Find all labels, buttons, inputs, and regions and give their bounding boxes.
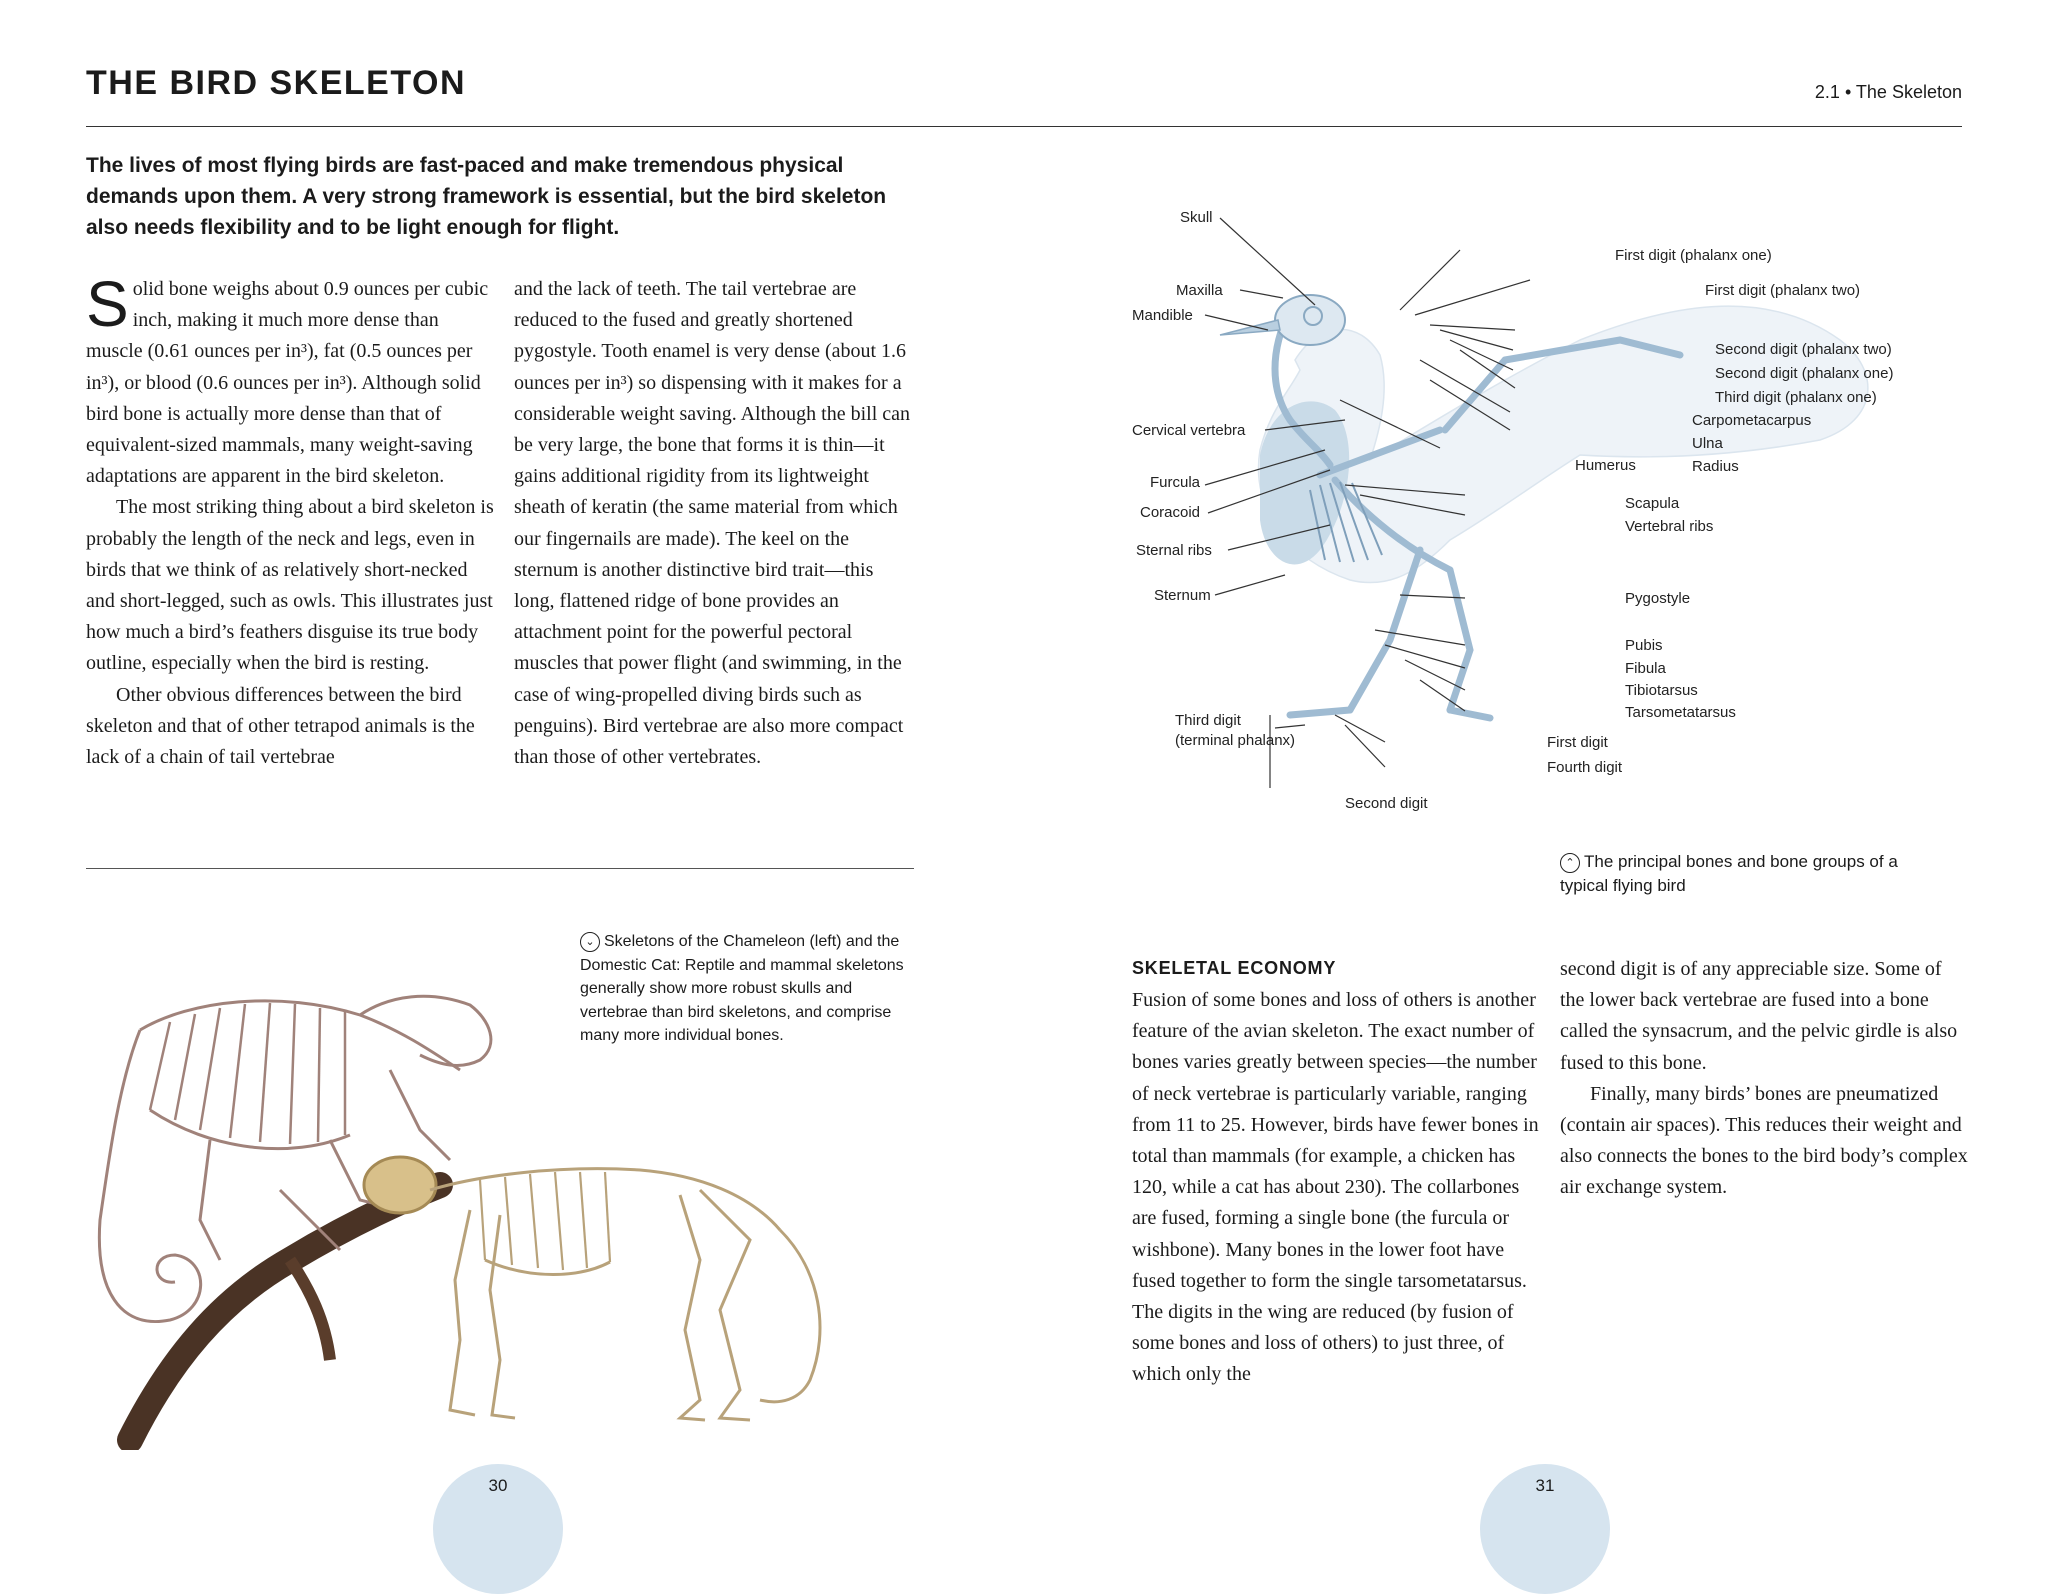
page-number-left: 30 xyxy=(488,1476,508,1495)
chevron-up-icon: ⌃ xyxy=(1560,853,1580,873)
label-vertebral-ribs: Vertebral ribs xyxy=(1625,518,1714,535)
label-second-digit-phalanx-one: Second digit (phalanx one) xyxy=(1715,365,1894,382)
section-reference: 2.1 • The Skeleton xyxy=(1814,82,1962,102)
chevron-down-icon: ⌄ xyxy=(580,932,600,952)
body-paragraph: Other obvious differences between the bird skeleton and that of other tetrapod animals is the lack of a chain of tail vertebrae xyxy=(86,683,475,769)
label-first-digit-phalanx-one: First digit (phalanx one) xyxy=(1615,247,1772,264)
body-paragraph: Finally, many birds’ bones are pneumatized (contain air spaces). This reduces their weight and also connects the bones to the bird body’s complex air exchange system. xyxy=(1560,1082,1968,1199)
page-number-right: 31 xyxy=(1535,1476,1555,1495)
label-cervical-vertebra: Cervical vertebra xyxy=(1132,422,1246,439)
label-mandible: Mandible xyxy=(1132,307,1193,324)
label-third-digit: Third digit xyxy=(1175,712,1241,729)
animal-caption xyxy=(580,930,910,1048)
body-paragraph: second digit is of any appreciable size. Some of the lower back vertebrae are fused into a bone called the synsacrum, and the pelvic girdle is also fused to this bone. xyxy=(1560,958,1958,1074)
label-ulna: Ulna xyxy=(1692,435,1723,452)
bird-skeleton-diagram xyxy=(1120,190,2000,830)
label-pubis: Pubis xyxy=(1625,637,1663,654)
cat-skeleton xyxy=(364,1157,820,1420)
paragraph-text: olid bone weighs about 0.9 ounces per cubic inch, making it much more dense than muscle (0.61 ounces per in³), fat (0.5 ounces per in³), or blood (0.6 ounces per in³). Although solid bird bone is actually more dense than that of equivalent-sized mammals, many weight-saving adaptations are apparent in the bird skeleton. xyxy=(86,278,489,488)
label-humerus: Humerus xyxy=(1575,457,1636,474)
label-terminal-phalanx: (terminal phalanx) xyxy=(1175,732,1296,749)
lead-paragraph: The lives of most flying birds are fast-paced and make tremendous physical demands upon them. A very strong framework is essential, but the bird skeleton also needs flexibility and to be light enough for flight. xyxy=(86,154,887,239)
label-fourth-digit: Fourth digit xyxy=(1547,759,1623,776)
caption-text: Skeletons of the Chameleon (left) and the Domestic Cat: Reptile and mammal skeletons generally show more robust skulls and vertebrae than bird skeletons, and comprise many more individual bones. xyxy=(580,933,904,1044)
label-radius: Radius xyxy=(1692,458,1739,475)
body-column-4 xyxy=(1560,954,1970,1204)
body-column-1 xyxy=(86,268,496,773)
body-paragraph xyxy=(86,268,496,492)
section-heading: SKELETAL ECONOMY xyxy=(1132,958,1337,978)
label-carpometacarpus: Carpometacarpus xyxy=(1692,412,1812,429)
label-fibula: Fibula xyxy=(1625,660,1666,677)
diagram-labels xyxy=(1132,209,1893,812)
label-scapula: Scapula xyxy=(1625,495,1680,512)
label-tibiotarsus: Tibiotarsus xyxy=(1625,682,1698,699)
body-column-2 xyxy=(514,274,914,773)
label-first-digit-foot: First digit xyxy=(1547,734,1608,751)
label-second-digit: Second digit xyxy=(1345,795,1428,812)
body-paragraph: and the lack of teeth. The tail vertebrae are reduced to the fused and greatly shortened pygostyle. Tooth enamel is very dense (about 1.6 ounces per in³) so dispensing with it makes for a considerable weight saving. Although the bill can be very large, the bone that forms it is thin—it gains additional rigidity from its lightweight sheath of keratin (the same material from which our fingernails are made). The keel on the sternum is another distinctive bird trait—this long, flattened ridge of bone provides an attachment point for the powerful pectoral muscles that power flight (and swimming, in the case of wing-propelled diving birds such as penguins). Bird vertebrae are also more compact than those of other vertebrates. xyxy=(514,278,911,769)
bird-diagram-caption xyxy=(1560,850,1900,897)
body-paragraph: Fusion of some bones and loss of others is another feature of the avian skeleton. The exact number of bones varies greatly between species—the number of neck vertebrae is particularly variable, ranging from 11 to 25. However, birds have fewer bones in total than mammals (for example, a chicken has 120, while a cat has about 230). The collarbones are fused, forming a single bone (the furcula or wishbone). Many bones in the lower foot have fused together to form the single tarsometatarsus. The digits in the wing are reduced (by fusion of some bones and loss of others) to just three, of which only the xyxy=(1132,989,1539,1386)
label-second-digit-phalanx-two: Second digit (phalanx two) xyxy=(1715,341,1892,358)
label-coracoid: Coracoid xyxy=(1140,504,1201,521)
label-tarsometatarsus: Tarsometatarsus xyxy=(1625,704,1736,721)
label-maxilla: Maxilla xyxy=(1176,282,1223,299)
section-divider xyxy=(86,868,914,869)
page-title: THE BIRD SKELETON xyxy=(86,64,467,102)
branch xyxy=(130,1185,440,1440)
label-furcula: Furcula xyxy=(1150,474,1201,491)
body-column-3 xyxy=(1132,985,1542,1391)
label-first-digit-phalanx-two: First digit (phalanx two) xyxy=(1705,282,1861,299)
label-sternum: Sternum xyxy=(1154,587,1211,604)
drop-cap: S xyxy=(86,268,129,340)
label-sternal-ribs: Sternal ribs xyxy=(1136,542,1212,559)
label-skull: Skull xyxy=(1180,209,1213,226)
header-divider xyxy=(86,126,1962,127)
caption-text: The principal bones and bone groups of a typical flying bird xyxy=(1560,852,1898,895)
label-third-digit-phalanx-one: Third digit (phalanx one) xyxy=(1715,389,1877,406)
label-pygostyle: Pygostyle xyxy=(1625,590,1691,607)
body-paragraph: The most striking thing about a bird skeleton is probably the length of the neck and legs, even in birds that we think of as relatively short-necked and short-legged, such as owls. This illustrates just how much a bird’s feathers disguise its true body outline, especially when the bird is resting. xyxy=(86,496,494,675)
